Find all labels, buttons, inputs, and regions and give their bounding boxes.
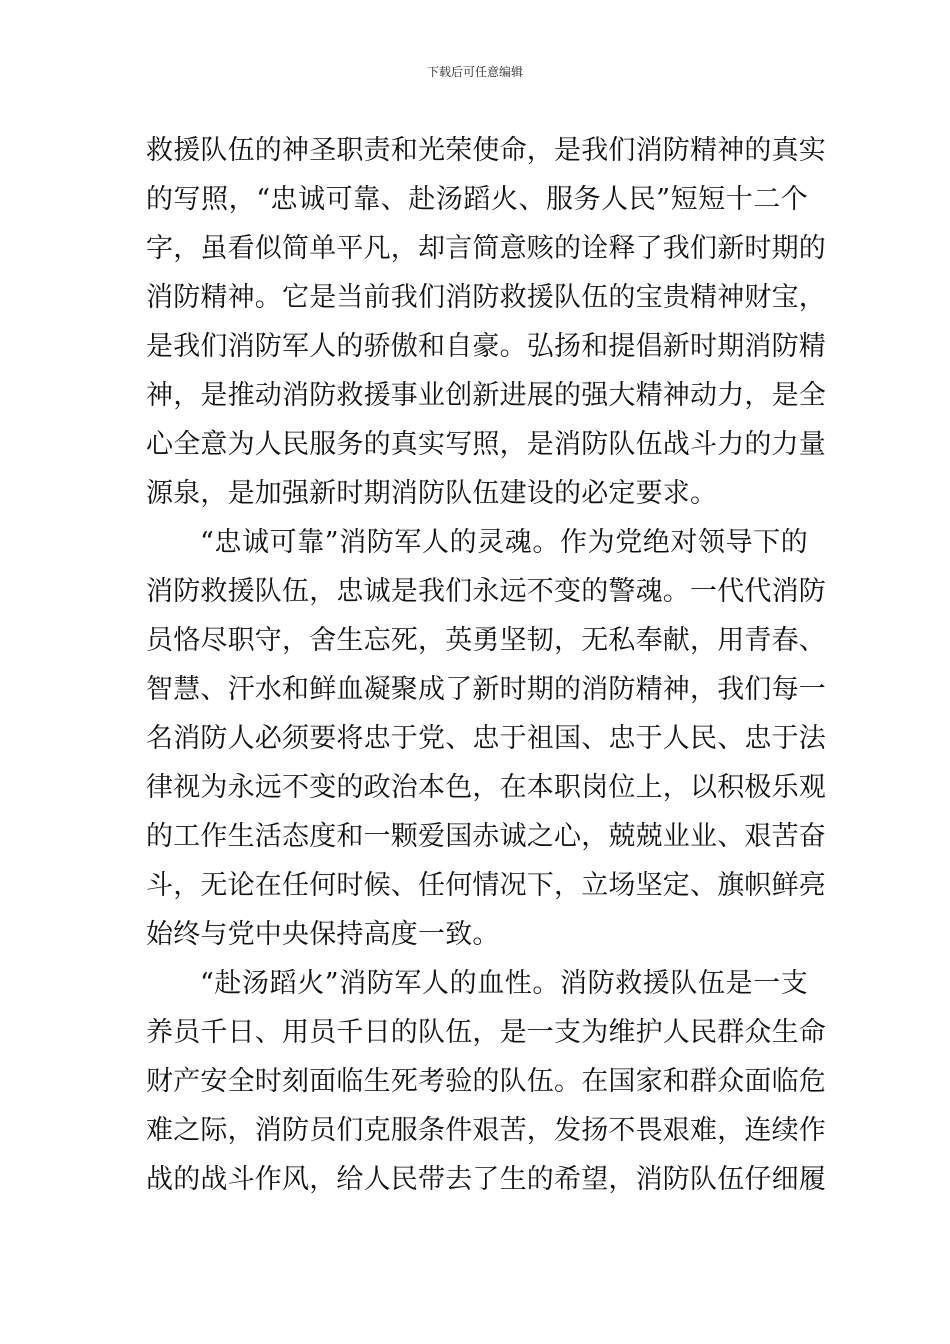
text-line: 救援队伍的神圣职责和光荣使命，是我们消防精神的真实 <box>146 135 826 166</box>
text-line: 难之际，消防员们克服条件艰苦，发扬不畏艰难，连续作 <box>146 1115 826 1146</box>
text-line: 心全意为人民服务的真实写照，是消防队伍战斗力的力量 <box>146 429 826 460</box>
body-text <box>146 126 826 1204</box>
text-line: 消防精神。它是当前我们消防救援队伍的宝贵精神财宝， <box>146 282 826 313</box>
paragraph-start-line: “赴汤蹈火”消防军人的血性。消防救援队伍是一支 <box>200 968 808 999</box>
paragraph-start-line: “忠诚可靠”消防军人的灵魂。作为党绝对领导下的 <box>200 527 808 558</box>
text-line: 养员千日、用员千日的队伍，是一支为维护人民群众生命 <box>146 1017 826 1048</box>
text-line: 律视为永远不变的政治本色，在本职岗位上，以积极乐观 <box>146 772 826 803</box>
text-line: 神，是推动消防救援事业创新进展的强大精神动力，是全 <box>146 380 826 411</box>
text-line: 名消防人必须要将忠于党、忠于祖国、忠于人民、忠于法 <box>146 723 826 754</box>
text-line: 源泉，是加强新时期消防队伍建设的必定要求。 <box>146 478 718 509</box>
text-line: 是我们消防军人的骄傲和自豪。弘扬和提倡新时期消防精 <box>146 331 826 362</box>
text-line: 的写照，“忠诚可靠、赴汤蹈火、服务人民”短短十二个 <box>146 184 808 215</box>
text-line: 始终与党中央保持高度一致。 <box>146 919 500 950</box>
header-note: 下载后可任意编辑 <box>426 65 523 79</box>
text-line: 财产安全时刻面临生死考验的队伍。在国家和群众面临危 <box>146 1066 826 1097</box>
text-line: 字，虽看似简单平凡，却言简意赅的诠释了我们新时期的 <box>146 233 826 264</box>
text-line: 斗，无论在任何时候、任何情况下，立场坚定、旗帜鲜亮 <box>146 870 826 901</box>
text-line: 员恪尽职守，舍生忘死，英勇坚韧，无私奉献，用青春、 <box>146 625 826 656</box>
text-line: 智慧、汗水和鲜血凝聚成了新时期的消防精神，我们每一 <box>146 674 826 705</box>
text-line: 战的战斗作风，给人民带去了生的希望，消防队伍仔细履 <box>146 1164 826 1195</box>
text-line: 消防救援队伍，忠诚是我们永远不变的警魂。一代代消防 <box>146 576 826 607</box>
text-line: 的工作生活态度和一颗爱国赤诚之心，兢兢业业、艰苦奋 <box>146 821 826 852</box>
